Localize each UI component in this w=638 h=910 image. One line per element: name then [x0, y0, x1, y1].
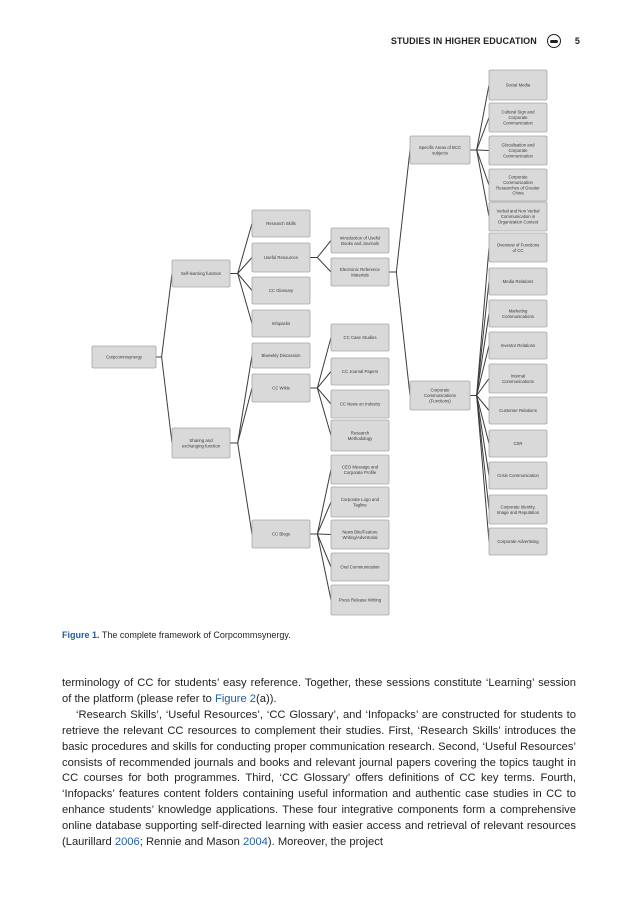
- useful-resources-node-label: Useful Resources: [264, 255, 298, 261]
- connector-line: [470, 85, 489, 150]
- specific-area-item-label: Organization Context: [497, 219, 539, 225]
- cc-function-item-label: Crisis Communication: [497, 473, 539, 479]
- cc-function-item-label: Communications: [501, 378, 535, 384]
- cc-function-item-label: Communications: [501, 313, 535, 319]
- intro-books-node-label: Introduction of Useful: [339, 235, 381, 241]
- cc-wikis-node: [252, 374, 310, 402]
- cc-wikis-node-label: CC Wikis: [272, 385, 290, 391]
- wiki-item: [331, 358, 389, 385]
- intro-books-node-label: Books and Journals: [341, 240, 379, 246]
- cc-blogs-node: [252, 520, 310, 548]
- text-run: (a)).: [256, 692, 277, 705]
- electronic-reference-node-label: Materials: [351, 272, 369, 278]
- citation-link[interactable]: 2004: [243, 836, 268, 849]
- cc-function-item: [489, 268, 547, 295]
- specific-area-item-label: Verbal and Non Verbal: [496, 208, 540, 214]
- specific-area-item-label: Corporate: [508, 174, 528, 180]
- specific-area-item: [489, 169, 547, 201]
- cc-function-item-label: CSR: [513, 441, 523, 447]
- text-run: ‘Research Skills’, ‘Useful Resources’, ‘CC Glossary’, and ‘Infopacks’ are constructed for students to retrieve the relevant CC resources to complement their studies. First, ‘Research Skills’ introduces the basic procedures and skills for conducting proper communication research. Second, ‘Useful Resources’ consists of recommended journals and books and relevant journal papers covering the topics taught in CC courses for both programmes. Third, ‘CC Glossary’ offers definitions of CC key terms. Fourth, ‘Infopacks’ features content folders containing useful information and authentic case studies in CC to enhance students’ knowledge applications. These four integrative components form a comprehensive online database supporting self-directed learning with easier access and retrieval of relevant resources (Laurillard: [62, 708, 576, 849]
- wiki-item-label: CC Journal Papers: [341, 369, 379, 375]
- connector-line: [310, 534, 331, 600]
- figure-ref-link[interactable]: Figure 2: [214, 692, 257, 705]
- citation-link[interactable]: 2006: [114, 836, 140, 849]
- cc-function-item-label: Image and Reputation: [496, 509, 540, 515]
- cc-function-item-label: Customer Relations: [499, 408, 537, 414]
- specific-areas-node-label: subjects: [432, 150, 448, 156]
- blog-item: [331, 455, 389, 484]
- infopacks-node: [252, 310, 310, 337]
- specific-area-item-label: Communication in: [500, 214, 536, 220]
- research-skills-node: [252, 210, 310, 237]
- electronic-reference-node: [331, 258, 389, 286]
- text-run: ; Rennie and Mason: [139, 836, 243, 849]
- connector-line: [310, 470, 331, 535]
- specific-area-item-label: Corporate: [508, 148, 528, 154]
- sharing-node-label: exchanging function: [181, 443, 221, 449]
- specific-area-item: [489, 202, 547, 231]
- cc-function-item: [489, 430, 547, 457]
- blog-item-label: News Bite/Feature: [342, 529, 378, 535]
- blog-item-label: Corporate Profile: [343, 469, 377, 475]
- self-learning-node: [172, 260, 230, 287]
- wiki-item-label: CC Case Studies: [343, 335, 377, 341]
- cc-functions-node-label: Communications: [423, 393, 457, 399]
- cc-glossary-node: [252, 277, 310, 304]
- wiki-item-label: Research: [350, 430, 370, 436]
- root-node-corpcommsynergy: [92, 346, 156, 368]
- blog-item-label: Oral Communication: [340, 564, 380, 570]
- specific-area-item-label: Social Media: [505, 82, 531, 88]
- sharing-node-label: Sharing and: [189, 437, 213, 443]
- blog-item-label: Press Release Writing: [338, 597, 382, 603]
- cc-function-item-label: Internal: [510, 373, 526, 379]
- biweekly-discussion-node: [252, 343, 310, 368]
- connector-line: [389, 150, 410, 272]
- journal-title: STUDIES IN HIGHER EDUCATION: [390, 36, 537, 46]
- wiki-item: [331, 390, 389, 418]
- connector-line: [310, 372, 331, 389]
- cc-function-item-label: Marketing: [508, 308, 528, 314]
- connector-line: [310, 388, 331, 436]
- wiki-item-label: Methodology: [347, 435, 373, 441]
- cc-blogs-node-label: CC Blogs: [271, 531, 291, 537]
- cc-function-item: [489, 300, 547, 327]
- figure-caption: [62, 630, 291, 640]
- cc-functions-node-label: (Functions): [429, 398, 451, 404]
- connector-line: [230, 443, 252, 534]
- cc-function-item-label: Corporate Advertising: [497, 539, 539, 545]
- connector-line: [310, 241, 331, 258]
- cc-function-item: [489, 397, 547, 424]
- wiki-item: [331, 420, 389, 451]
- blog-item-label: Tagline: [353, 502, 367, 508]
- specific-area-item: [489, 103, 547, 132]
- blog-item-label: CEO Message and: [341, 464, 379, 470]
- connector-line: [310, 338, 331, 389]
- connector-line: [230, 224, 252, 274]
- connector-line: [310, 258, 331, 273]
- specific-area-item: [489, 136, 547, 165]
- cc-function-item: [489, 495, 547, 524]
- specific-area-item: [489, 70, 547, 100]
- specific-area-item-label: Glocalisation and: [501, 142, 535, 148]
- wiki-item-label: CC News on Industry: [339, 401, 381, 407]
- specific-areas-node-label: Specific Areas of BCC: [418, 144, 462, 150]
- text-run: terminology of CC for students’ easy reference. Together, these sessions constitute ‘Learning’ session of the platform (please refer to: [62, 677, 576, 705]
- connector-line: [230, 388, 252, 443]
- self-learning-node-label: Self-learning function: [180, 271, 222, 277]
- specific-area-item-label: Researches of Greater: [496, 185, 540, 191]
- figure-label: Figure 1.: [62, 630, 100, 640]
- specific-area-item-label: China: [512, 190, 524, 196]
- specific-area-item-label: Communication: [503, 153, 533, 159]
- connector-line: [230, 258, 252, 274]
- connector-line: [310, 388, 331, 404]
- connector-line: [156, 357, 172, 443]
- infopacks-node-label: Infopacks: [271, 321, 291, 327]
- paragraph: [62, 676, 576, 708]
- cc-function-item: [489, 528, 547, 555]
- cc-function-item-label: Investor Relations: [500, 343, 536, 349]
- connector-line: [470, 379, 489, 396]
- cc-function-item-label: Media Relations: [502, 279, 534, 285]
- blog-item: [331, 520, 389, 549]
- blog-item: [331, 487, 389, 517]
- blog-item: [331, 585, 389, 615]
- cc-function-item: [489, 332, 547, 359]
- specific-area-item-label: Corporate: [508, 115, 528, 121]
- paragraph: [62, 708, 576, 851]
- intro-books-node: [331, 228, 389, 253]
- specific-area-item-label: Cultural Sign and: [501, 109, 535, 115]
- cc-functions-node: [410, 381, 470, 410]
- root-node-corpcommsynergy-label: Corpcommsynergy: [105, 354, 143, 360]
- cc-function-item: [489, 364, 547, 393]
- cc-function-item: [489, 233, 547, 262]
- specific-areas-node: [410, 136, 470, 164]
- biweekly-discussion-node-label: Biweekly Discussion: [261, 353, 301, 359]
- blog-item-label: Corporate Logo and: [340, 496, 380, 502]
- blog-item-label: Writing/Advertorial: [342, 534, 378, 540]
- electronic-reference-node-label: Electronic Reference: [340, 266, 380, 272]
- body-text: [62, 676, 576, 851]
- page-number: 5: [574, 36, 580, 46]
- specific-area-item-label: Communication: [503, 179, 533, 185]
- research-skills-node-label: Research Skills: [266, 221, 296, 227]
- sharing-node: [172, 428, 230, 458]
- specific-area-item-label: Communication: [503, 120, 533, 126]
- connector-line: [230, 274, 252, 324]
- text-run: ). Moreover, the project: [267, 836, 383, 849]
- cc-function-item: [489, 462, 547, 489]
- cc-functions-node-label: Corporate: [430, 387, 450, 393]
- blog-item: [331, 553, 389, 581]
- connector-line: [156, 274, 172, 358]
- cc-glossary-node-label: CC Glossary: [268, 288, 294, 294]
- cc-function-item-label: Overview of Functions: [496, 242, 540, 248]
- cc-function-item-label: Corporate Identity,: [500, 504, 536, 510]
- wiki-item: [331, 324, 389, 351]
- connector-line: [389, 272, 410, 396]
- connector-line: [470, 150, 489, 217]
- connector-line: [230, 274, 252, 291]
- figure-caption-text: The complete framework of Corpcommsynergy.: [99, 630, 291, 640]
- useful-resources-node: [252, 243, 310, 272]
- cc-function-item-label: of CC: [512, 247, 524, 253]
